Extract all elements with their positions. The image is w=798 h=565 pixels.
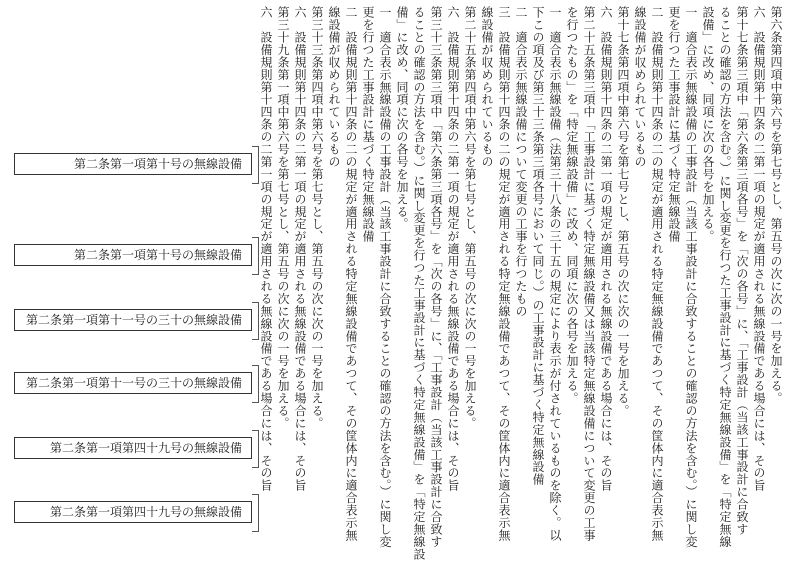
label-bracket bbox=[252, 365, 259, 403]
text-column: 第三十三条第三項中「第六条第三項各号」を「次の各号」に、「工事設計（当該工事設計に合致す bbox=[429, 6, 443, 548]
text-column: 六 設備規則第十四条の二第一項の規定が適用される無線設備である場合には、その旨 bbox=[259, 6, 273, 492]
margin-label-box: 第二条第一項第四十九号の無線設備 bbox=[14, 501, 252, 523]
text-column: 二 設備規則第十四条の二の規定が適用される特定無線設備であつて、その筐体内に適合表示無 bbox=[344, 6, 358, 542]
text-column: を行つたもの」を「特定無線設備」に改め、同項に次の各号を加える。 bbox=[565, 6, 579, 405]
margin-label-box: 第二条第一項第十一号の三十の無線設備 bbox=[14, 309, 252, 331]
text-column: 六 設備規則第十四条の二第一項の規定が適用される無線設備である場合には、その旨 bbox=[293, 6, 307, 492]
text-column: ることの確認の方法を含む。）に関し変更を行つた工事設計に基づく特定無線設備」を「特定無線 bbox=[718, 6, 732, 548]
text-column: 第十七条第三項中「第六条第三項各号」を「次の各号」に、「工事設計（当該工事設計に合致す bbox=[735, 6, 749, 536]
text-column: 第三十九条第一項中第六号を第七号とし、第五号の次に次の一号を加える。 bbox=[276, 6, 290, 430]
label-bracket bbox=[252, 146, 259, 184]
text-column: 第十七条第四項中第六号を第七号とし、第五号の次に次の一号を加える。 bbox=[616, 6, 630, 417]
text-column: 一 適合表示無線設備の工事設計（当該工事設計に合致することの確認の方法を含む。）に関し変 bbox=[378, 6, 392, 548]
margin-label-box: 第二条第一項第四十九号の無線設備 bbox=[14, 437, 252, 459]
text-column: 第二十五条第四項中第六号を第七号とし、第五号の次に次の一号を加える。 bbox=[463, 6, 477, 430]
label-bracket bbox=[252, 430, 259, 468]
margin-label-box: 第二条第一項第十一号の三十の無線設備 bbox=[14, 372, 252, 394]
text-column: 第六条第四項中第六号を第七号とし、第五号の次に次の一号を加える。 bbox=[769, 6, 783, 405]
label-bracket bbox=[252, 494, 259, 532]
text-column: 設備」に改め、同項に次の各号を加える。 bbox=[701, 6, 715, 243]
text-column: 備」に改め、同項に次の各号を加える。 bbox=[395, 6, 409, 231]
text-column: 線設備が収められているもの bbox=[480, 6, 494, 168]
margin-label-box: 第二条第一項第十号の無線設備 bbox=[14, 244, 252, 266]
text-column: ることの確認の方法を含む。）に関し変更を行つた工事設計に基づく特定無線設備」を「特定無線設 bbox=[412, 6, 426, 561]
text-column: 下この項及び第三十三条第三項各号において同じ。）の工事設計に基づく特定無線設備 bbox=[531, 6, 545, 486]
text-column: 三 設備規則第十四条の二の規定が適用される特定無線設備であつて、その筐体内に適合表示無 bbox=[497, 6, 511, 542]
text-column: 第三十三条第四項中第六号を第七号とし、第五号の次に次の一号を加える。 bbox=[310, 6, 324, 430]
margin-label-box: 第二条第一項第十号の無線設備 bbox=[14, 153, 252, 175]
text-column: 線設備が収められているもの bbox=[633, 6, 647, 168]
text-column: 更を行つた工事設計に基づく特定無線設備 bbox=[667, 6, 681, 243]
text-column: 一 適合表示無線設備（法第三十八条の三十五の規定により表示が付されているものを除く。以 bbox=[548, 6, 562, 542]
text-column: 六 設備規則第十四条の二第一項の規定が適用される無線設備である場合には、その旨 bbox=[446, 6, 460, 492]
text-column: 第二十五条第三項中「工事設計に基づく特定無線設備又は当該特定無線設備について変更の工事 bbox=[582, 6, 596, 542]
text-column: 二 設備規則第十四条の二の規定が適用される特定無線設備であつて、その筐体内に適合表示無 bbox=[650, 6, 664, 542]
text-column: 線設備が収められているもの bbox=[327, 6, 341, 168]
text-column: 更を行つた工事設計に基づく特定無線設備 bbox=[361, 6, 375, 243]
label-bracket bbox=[252, 302, 259, 340]
text-column: 一 適合表示無線設備の工事設計（当該工事設計に合致することの確認の方法を含む。）に関し変 bbox=[684, 6, 698, 548]
text-column: 六 設備規則第十四条の二第一項の規定が適用される無線設備である場合には、その旨 bbox=[599, 6, 613, 492]
label-bracket bbox=[252, 237, 259, 275]
text-column: 六 設備規則第十四条の二第一項の規定が適用される無線設備である場合には、その旨 bbox=[752, 6, 766, 492]
text-column: 二 適合表示無線設備について変更の工事を行つたもの bbox=[514, 6, 528, 318]
